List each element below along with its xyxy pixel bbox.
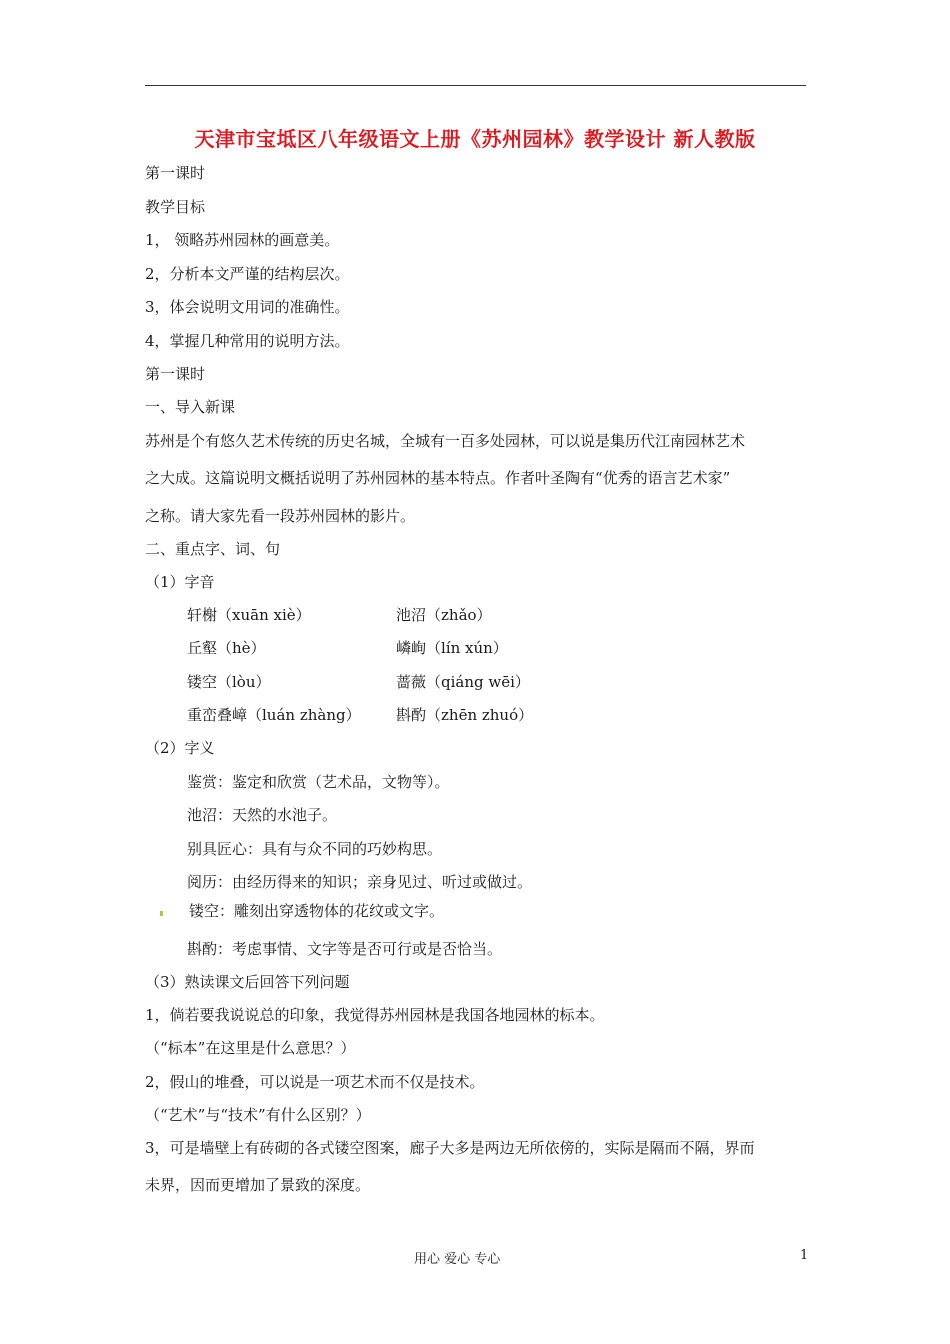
definition-item: 池沼：天然的水池子。 bbox=[187, 806, 338, 824]
question-line: 2，假山的堆叠，可以说是一项艺术而不仅是技术。 bbox=[145, 1073, 485, 1091]
pinyin-item: 重峦叠嶂（luán zhàng） bbox=[187, 706, 361, 724]
subsection-heading: （1）字音 bbox=[145, 573, 215, 591]
paragraph-line: 之大成。这篇说明文概括说明了苏州园林的基本特点。作者叶圣陶有“优秀的语言艺术家” bbox=[145, 469, 731, 487]
text-line: 3，体会说明文用词的准确性。 bbox=[145, 298, 350, 316]
question-line: 3，可是墙壁上有砖砌的各式镂空图案，廊子大多是两边无所依傍的，实际是隔而不隔，界而 bbox=[145, 1139, 755, 1157]
paragraph-line: 苏州是个有悠久艺术传统的历史名城，全城有一百多处园林，可以说是集历代江南园林艺术 bbox=[145, 432, 746, 450]
bullet-mark bbox=[160, 911, 163, 916]
definition-item: 阅历：由经历得来的知识；亲身见过、听过或做过。 bbox=[187, 873, 533, 891]
question-line: 未界，因而更增加了景致的深度。 bbox=[145, 1176, 371, 1194]
pinyin-item: 轩榭（xuān xiè） bbox=[187, 606, 311, 624]
text-line: 第一课时 bbox=[145, 365, 206, 383]
pinyin-item: 池沼（zhǎo） bbox=[396, 606, 492, 624]
section-heading: 二、重点字、词、句 bbox=[145, 540, 281, 558]
text-line: 教学目标 bbox=[145, 198, 206, 216]
pinyin-item: 斟酌（zhēn zhuó） bbox=[396, 706, 534, 724]
definition-item: 别具匠心：具有与众不同的巧妙构思。 bbox=[187, 840, 443, 858]
pinyin-item: 蔷薇（qiáng wēi） bbox=[396, 673, 530, 691]
question-line: 1，倘若要我说说总的印象，我觉得苏州园林是我国各地园林的标本。 bbox=[145, 1006, 605, 1024]
definition-item: 镂空：雕刻出穿透物体的花纹或文字。 bbox=[189, 902, 445, 920]
pinyin-item: 嶙峋（lín xún） bbox=[396, 639, 508, 657]
subsection-heading: （2）字义 bbox=[145, 739, 215, 757]
subsection-heading: （3）熟读课文后回答下列问题 bbox=[145, 973, 350, 991]
paragraph-line: 之称。请大家先看一段苏州园林的影片。 bbox=[145, 507, 416, 525]
page-number: 1 bbox=[800, 1248, 809, 1263]
definition-item: 斟酌：考虑事情、文字等是否可行或是否恰当。 bbox=[187, 940, 503, 958]
text-line: 第一课时 bbox=[145, 164, 206, 182]
section-heading: 一、导入新课 bbox=[145, 398, 236, 416]
question-line: （“标本”在这里是什么意思？） bbox=[145, 1039, 356, 1057]
question-line: （“艺术”与“技术”有什么区别？） bbox=[145, 1106, 371, 1124]
footer-motto: 用心 爱心 专心 bbox=[414, 1252, 501, 1267]
pinyin-item: 丘壑（hè） bbox=[187, 639, 266, 657]
definition-item: 鉴赏：鉴定和欣赏（艺术品，文物等）。 bbox=[187, 773, 450, 791]
header-rule bbox=[145, 85, 806, 86]
text-line: 4，掌握几种常用的说明方法。 bbox=[145, 332, 350, 350]
document-title: 天津市宝坻区八年级语文上册《苏州园林》教学设计 新人教版 bbox=[194, 127, 756, 151]
text-line: 1， 领略苏州园林的画意美。 bbox=[145, 231, 340, 249]
text-line: 2，分析本文严谨的结构层次。 bbox=[145, 265, 350, 283]
pinyin-item: 镂空（lòu） bbox=[187, 673, 271, 691]
